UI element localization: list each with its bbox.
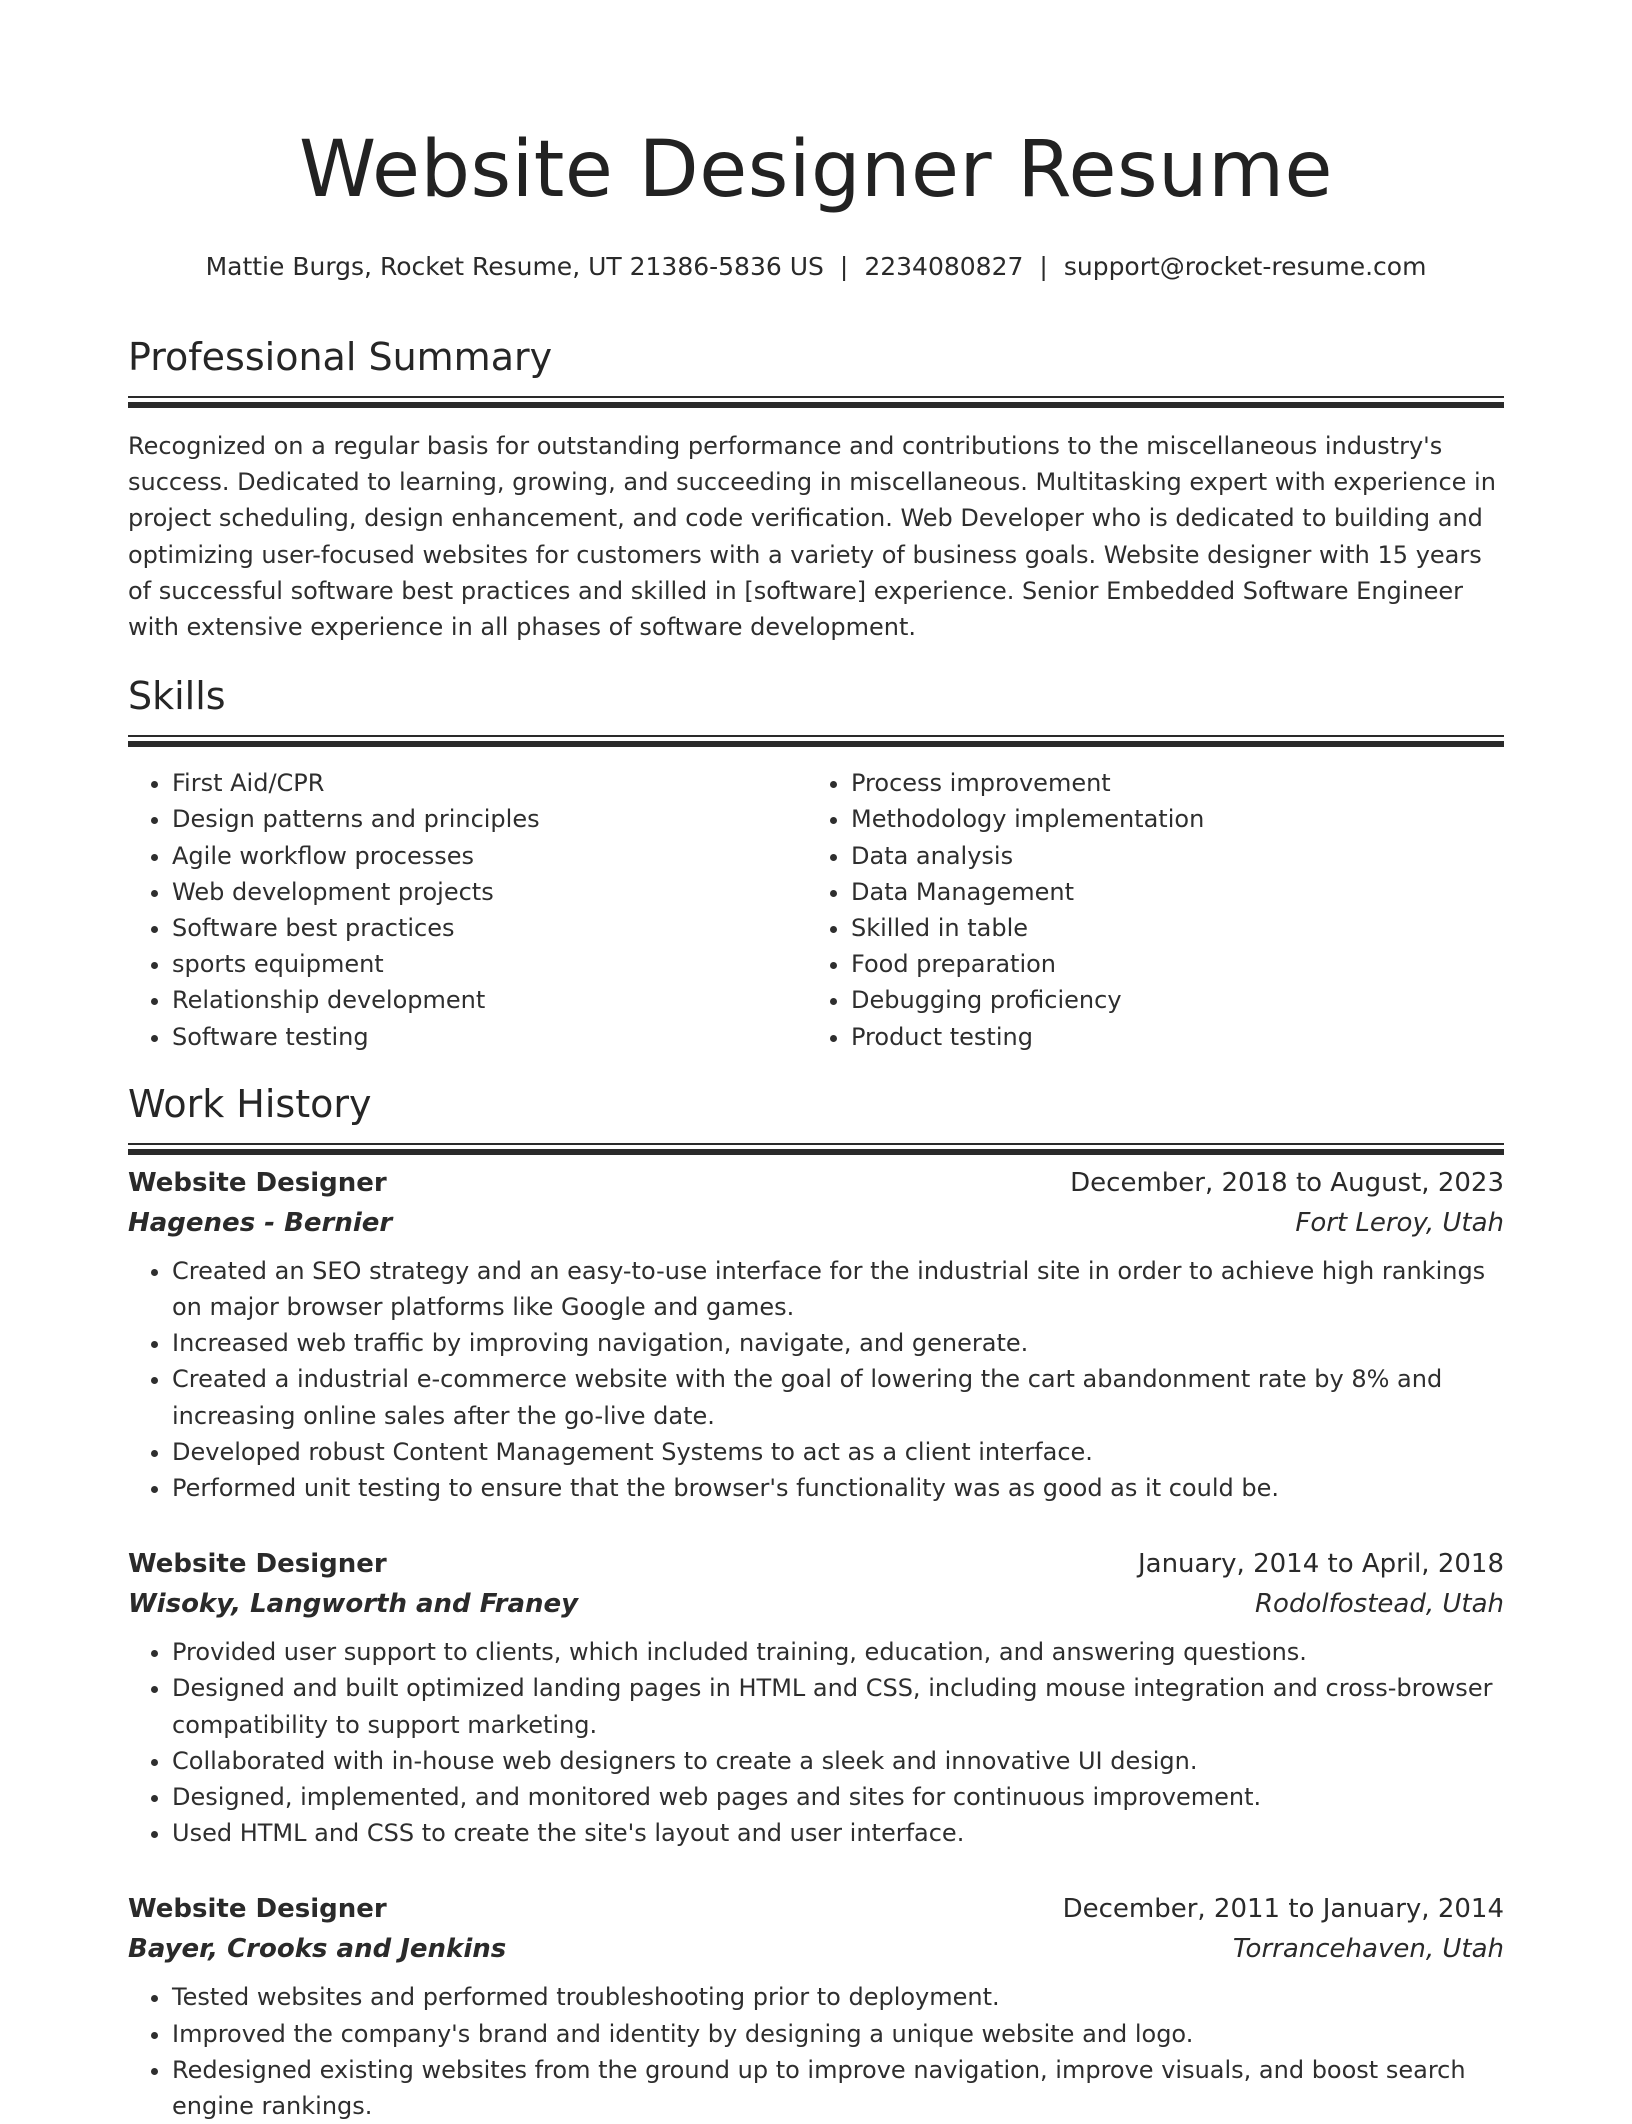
skill-item: • Data analysis bbox=[851, 838, 1504, 874]
skill-item: • First Aid/CPR bbox=[172, 765, 807, 801]
job-bullet: • Improved the company's brand and identity by designing a unique website and logo. bbox=[172, 2016, 1504, 2052]
job-location: Torrancehaven, Utah bbox=[1232, 1934, 1504, 1965]
contact-address: Mattie Burgs, Rocket Resume, UT 21386-5836 US bbox=[205, 252, 824, 281]
job-bullet: • Redesigned existing websites from the ground up to improve navigation, improve visuals, and boost search engine rankings. bbox=[172, 2052, 1504, 2124]
job-title: Website Designer bbox=[128, 1167, 387, 1198]
job-bullet: • Developed robust Content Management Systems to act as a client interface. bbox=[172, 1434, 1504, 1470]
job-entry bbox=[128, 1544, 1504, 1851]
skill-item: • sports equipment bbox=[172, 946, 807, 982]
job-bullets bbox=[128, 1634, 1504, 1851]
job-title: Website Designer bbox=[128, 1894, 387, 1925]
job-company: Bayer, Crooks and Jenkins bbox=[128, 1934, 507, 1965]
job-company: Wisoky, Langworth and Franey bbox=[128, 1589, 579, 1620]
job-bullet: • Collaborated with in-house web designers to create a sleek and innovative UI design. bbox=[172, 1743, 1504, 1779]
job-company-row bbox=[128, 1584, 1504, 1624]
section-divider bbox=[128, 396, 1504, 398]
job-bullet: • Performed unit testing to ensure that the browser's functionality was as good as it could be. bbox=[172, 1470, 1504, 1506]
job-bullets bbox=[128, 1253, 1504, 1506]
job-header-row bbox=[128, 1163, 1504, 1203]
skill-item: • Skilled in table bbox=[851, 910, 1504, 946]
section-heading: Professional Summary bbox=[128, 335, 553, 379]
job-bullet: • Used HTML and CSS to create the site's layout and user interface. bbox=[172, 1815, 1504, 1851]
summary-text: Recognized on a regular basis for outstanding performance and contributions to the miscellaneous industry's success. Dedicated to learning, growing, and succeeding in miscellaneous. Multitasking expert with experience in project scheduling, design enhancement, and code verification. Web Developer who is dedicated to building and optimizing user-focused websites for customers with a variety of business goals. Website designer with 15 years of successful software best practices and skilled in [software] experience. Senior Embedded Software Engineer with extensive experience in all phases of software development. bbox=[128, 432, 1496, 642]
job-dates: December, 2018 to August, 2023 bbox=[1070, 1167, 1504, 1198]
skill-item: • Software best practices bbox=[172, 910, 807, 946]
job-dates: December, 2011 to January, 2014 bbox=[1062, 1894, 1504, 1925]
skills-section bbox=[128, 671, 1504, 1055]
skill-item: • Software testing bbox=[172, 1019, 807, 1055]
contact-separator: | bbox=[1039, 252, 1048, 281]
skill-item: • Methodology implementation bbox=[851, 801, 1504, 837]
section-heading: Skills bbox=[128, 674, 226, 719]
skill-item: • Food preparation bbox=[851, 946, 1504, 982]
job-bullet: • Provided user support to clients, which included training, education, and answering questions. bbox=[172, 1634, 1504, 1670]
job-company: Hagenes - Bernier bbox=[128, 1207, 393, 1238]
skills-list-right bbox=[807, 765, 1504, 1055]
job-header-row bbox=[128, 1889, 1504, 1929]
resume-page bbox=[128, 0, 1504, 2124]
skill-item: • Agile workflow processes bbox=[172, 838, 807, 874]
job-bullet: • Designed and built optimized landing pages in HTML and CSS, including mouse integration and cross-browser compatibility to support marketing. bbox=[172, 1670, 1504, 1742]
job-bullet: • Created a industrial e-commerce website with the goal of lowering the cart abandonment rate by 8% and increasing online sales after the go-live date. bbox=[172, 1361, 1504, 1433]
skill-item: • Design patterns and principles bbox=[172, 801, 807, 837]
contact-email: support@rocket-resume.com bbox=[1063, 252, 1427, 281]
job-company-row bbox=[128, 1929, 1504, 1969]
contact-line bbox=[128, 250, 1504, 284]
section-divider bbox=[128, 735, 1504, 737]
professional-summary-section bbox=[128, 332, 1504, 645]
contact-phone: 2234080827 bbox=[864, 252, 1024, 281]
section-heading: Work History bbox=[128, 1081, 372, 1126]
skill-item: • Relationship development bbox=[172, 982, 807, 1018]
job-dates: January, 2014 to April, 2018 bbox=[1137, 1549, 1504, 1580]
work-history-section bbox=[128, 1079, 1504, 2124]
job-title: Website Designer bbox=[128, 1549, 387, 1580]
skill-item: • Data Management bbox=[851, 874, 1504, 910]
job-bullet: • Designed, implemented, and monitored web pages and sites for continuous improvement. bbox=[172, 1779, 1504, 1815]
job-company-row bbox=[128, 1203, 1504, 1243]
contact-separator: | bbox=[839, 252, 849, 281]
job-bullet: • Tested websites and performed troubleshooting prior to deployment. bbox=[172, 1979, 1504, 2015]
job-entry bbox=[128, 1889, 1504, 2124]
job-bullets bbox=[128, 1979, 1504, 2124]
job-header-row bbox=[128, 1544, 1504, 1584]
job-entry bbox=[128, 1163, 1504, 1506]
job-location: Fort Leroy, Utah bbox=[1295, 1207, 1504, 1238]
skill-item: • Process improvement bbox=[851, 765, 1504, 801]
section-divider bbox=[128, 1143, 1504, 1145]
skill-item: • Product testing bbox=[851, 1019, 1504, 1055]
resume-title: Website Designer Resume bbox=[298, 125, 1334, 215]
job-location: Rodolfostead, Utah bbox=[1254, 1589, 1504, 1620]
skill-item: • Debugging proficiency bbox=[851, 982, 1504, 1018]
job-bullet: • Increased web traffic by improving navigation, navigate, and generate. bbox=[172, 1325, 1504, 1361]
job-bullet: • Created an SEO strategy and an easy-to-use interface for the industrial site in order to achieve high rankings on major browser platforms like Google and games. bbox=[172, 1253, 1504, 1325]
skill-item: • Web development projects bbox=[172, 874, 807, 910]
skills-grid bbox=[128, 765, 1504, 1055]
skills-list-left bbox=[128, 765, 807, 1055]
